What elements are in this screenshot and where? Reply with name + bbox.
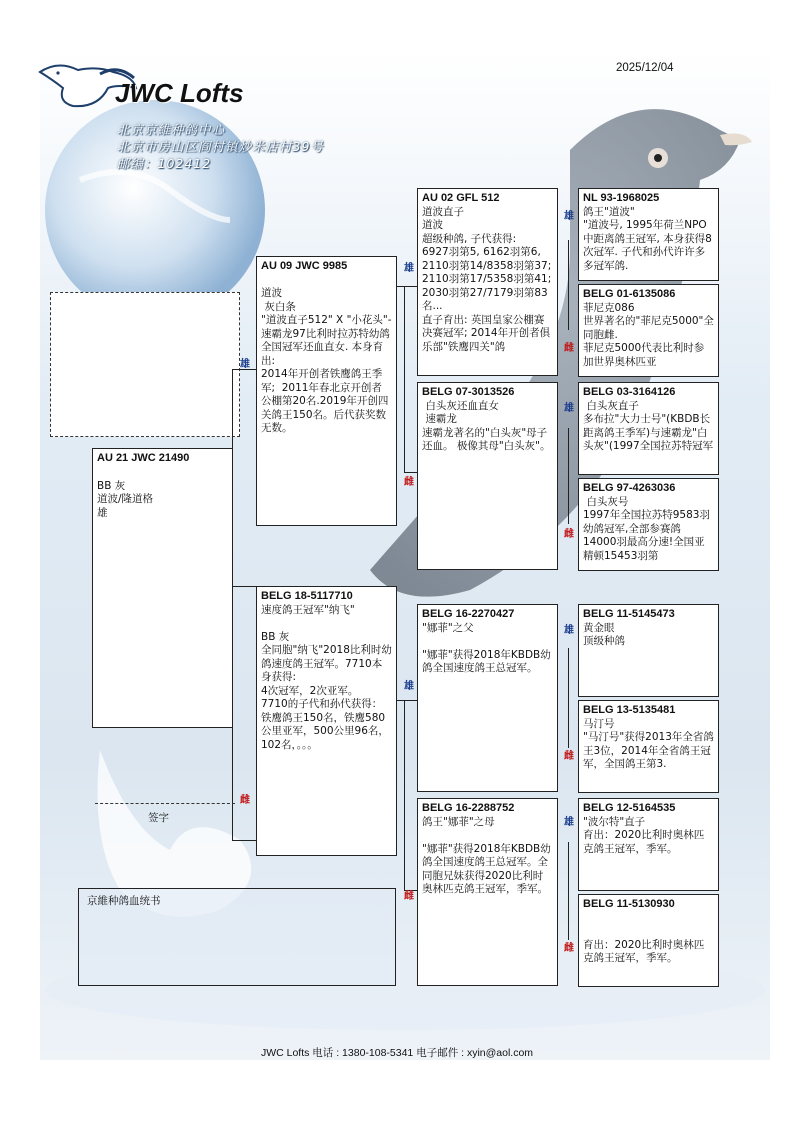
- connector: [232, 586, 256, 587]
- sex-marker-sd: 雌: [404, 477, 414, 488]
- sex-marker-sds: 雄: [564, 403, 574, 414]
- connector: [568, 240, 569, 330]
- sds-ring: BELG 03-3164126: [583, 386, 676, 398]
- ddd-details: 育出：2020比利时奥林匹克鸽王冠军，季军。: [583, 938, 705, 964]
- connector: [568, 648, 569, 748]
- dd-details: 鸽王"娜菲"之母 "娜菲"获得2018年KBDB幼鸽全国速度鸽王总冠军。全同胞兄妹获得2020比利时奥林匹克鸽王冠军，季军。: [422, 815, 551, 895]
- sex-marker-dss: 雄: [564, 625, 574, 636]
- dss-ring: BELG 11-5145473: [583, 608, 675, 620]
- dsd-ring: BELG 13-5135481: [583, 704, 676, 716]
- connector: [404, 700, 405, 890]
- signature-line: [95, 803, 235, 804]
- center-address: 北京市房山区阎村镇炒米店村39号: [117, 139, 324, 154]
- pedigree-sire: [256, 256, 397, 526]
- dss-details: 黄金眼 顶级种鸽: [583, 621, 625, 647]
- pedigree-sire-dam: [417, 382, 558, 570]
- sss-ring: NL 93-1968025: [583, 192, 660, 204]
- pedigree-dd-sire: [578, 798, 719, 891]
- connector: [404, 286, 405, 472]
- connector: [232, 840, 256, 841]
- dam-details: 速度鸽王冠军"纳飞" BB 灰 全同胞"纳飞"2018比利时幼鸽速度鸽王冠军。7710本身获得: 4次冠军，2次亚军。 7710的子代和孙代获得：铁鹰鸽王150名，铁鹰580公里亚军，500公里96名，102名，。。。: [261, 603, 392, 751]
- pedigree-ss-sire: [578, 188, 719, 281]
- pedigree-dd-dam: [578, 894, 719, 987]
- pedigree-ds-dam: [578, 700, 719, 793]
- sd-ring: BELG 07-3013526: [422, 386, 515, 398]
- sex-marker-dd: 雌: [404, 891, 414, 902]
- sd-details: 白头灰还血直女 速霸龙 速霸龙著名的"白头灰"母子还血。 极像其母"白头灰"。: [422, 399, 551, 452]
- signature-label: 签字: [148, 812, 169, 824]
- sex-marker-ss: 雄: [404, 263, 414, 274]
- photo-placeholder: [50, 292, 240, 437]
- sex-marker-ds: 雄: [404, 681, 414, 692]
- sdd-details: 白头灰号 1997年全国拉苏特9583羽幼鸽冠军,全部参赛鸽14000羽最高分速!全国亚精顿15453羽第: [583, 495, 710, 562]
- sdd-ring: BELG 97-4263036: [583, 482, 676, 494]
- connector: [396, 700, 417, 701]
- date: 2025/12/04: [616, 62, 674, 74]
- pedigree-ss-dam: [578, 284, 719, 377]
- dds-details: "波尔特"直子 育出：2020比利时奥林匹克鸽王冠军，季军。: [583, 815, 705, 855]
- sds-details: 白头灰直子 多布拉"大力士号"(KBDB长距离鸽王季军)与速霸龙"白头灰"(1997全国拉苏特冠军: [583, 399, 714, 452]
- connector: [568, 842, 569, 940]
- pedigree-dam-sire: [417, 604, 558, 792]
- ddd-ring: BELG 11-5130930: [583, 898, 675, 910]
- dsd-details: 马汀号 "马汀号"获得2013年全省鸽王3位，2014年全省鸽王冠军，全国鸽王第3.: [583, 717, 714, 770]
- center-postcode: 邮编：102412: [117, 156, 212, 171]
- ssd-details: 菲尼克086 世界著名的"菲尼克5000"全同胞雌. 菲尼克5000代表比利时参加世界奥林匹亚: [583, 301, 714, 368]
- center-name: 北京京維种鸽中心: [117, 122, 226, 137]
- connector: [404, 472, 417, 473]
- pedigree-ds-sire: [578, 604, 719, 697]
- sex-marker-ssd: 雌: [564, 343, 574, 354]
- ds-ring: BELG 16-2270427: [422, 608, 515, 620]
- sex-marker-dsd: 雌: [564, 751, 574, 762]
- certificate-label: 京維种鸽血统书: [87, 895, 161, 907]
- sire-details: 道波 灰白条 "道波直子512" X "小花头"-速霸龙97比利时拉苏特幼鸽全国冠军还血直女. 本身育出: 2014年开创者铁鹰鸽王季军; 2011年春北京开创者公棚第20名.2019年开创四关鸽王150名。后代获奖数无数。: [261, 287, 392, 434]
- dam-ring: BELG 18-5117710: [261, 590, 353, 602]
- sss-details: 鸽王"道波" "道波号, 1995年荷兰NPO中距离鸽王冠军, 本身获得8次冠军. 子代和孙代许许多多冠军鸽.: [583, 205, 712, 272]
- ssd-ring: BELG 01-6135086: [583, 288, 676, 300]
- pedigree-dam: [256, 586, 397, 856]
- dds-ring: BELG 12-5164535: [583, 802, 676, 814]
- ss-ring: AU 02 GFL 512: [422, 192, 500, 204]
- pedigree-sd-dam: [578, 478, 719, 571]
- sex-marker-dam: 雌: [240, 795, 250, 806]
- pedigree-dam-dam: [417, 798, 558, 986]
- sex-marker-dds: 雄: [564, 817, 574, 828]
- sex-marker-sss: 雄: [564, 211, 574, 222]
- sire-ring: AU 09 JWC 9985: [261, 260, 348, 272]
- subject-details: BB 灰 道波/隆道格 雄: [97, 479, 154, 519]
- pedigree-subject: [92, 448, 233, 728]
- subject-ring: AU 21 JWC 21490: [97, 452, 190, 464]
- connector: [568, 428, 569, 524]
- ss-details: 道波直子 道波 超级种鸽, 子代获得: 6927羽第5, 6162羽第6, 2110羽第14/8358羽第37; 2110羽第17/5358羽第41; 2030羽第27/7179羽第83名... 直子育出: 英国皇家公棚赛决赛冠军; 2014年开创者俱乐部"铁鹰四关"鸽: [422, 205, 552, 353]
- sex-marker-ddd: 雌: [564, 943, 574, 954]
- connector: [396, 286, 417, 287]
- ds-details: "娜菲"之父 "娜菲"获得2018年KBDB幼鸽全国速度鸽王总冠军。: [422, 621, 551, 674]
- sex-marker-sdd: 雌: [564, 529, 574, 540]
- pedigree-sire-sire: [417, 188, 558, 376]
- footer-contact: JWC Lofts 电话 : 1380-108-5341 电子邮件 : xyin@aol.com: [260, 1047, 534, 1059]
- dd-ring: BELG 16-2288752: [422, 802, 515, 814]
- pedigree-sd-sire: [578, 382, 719, 475]
- sex-marker-sire: 雄: [240, 359, 250, 370]
- brand-title: JWC Lofts: [115, 78, 244, 108]
- certificate-box: [78, 888, 396, 986]
